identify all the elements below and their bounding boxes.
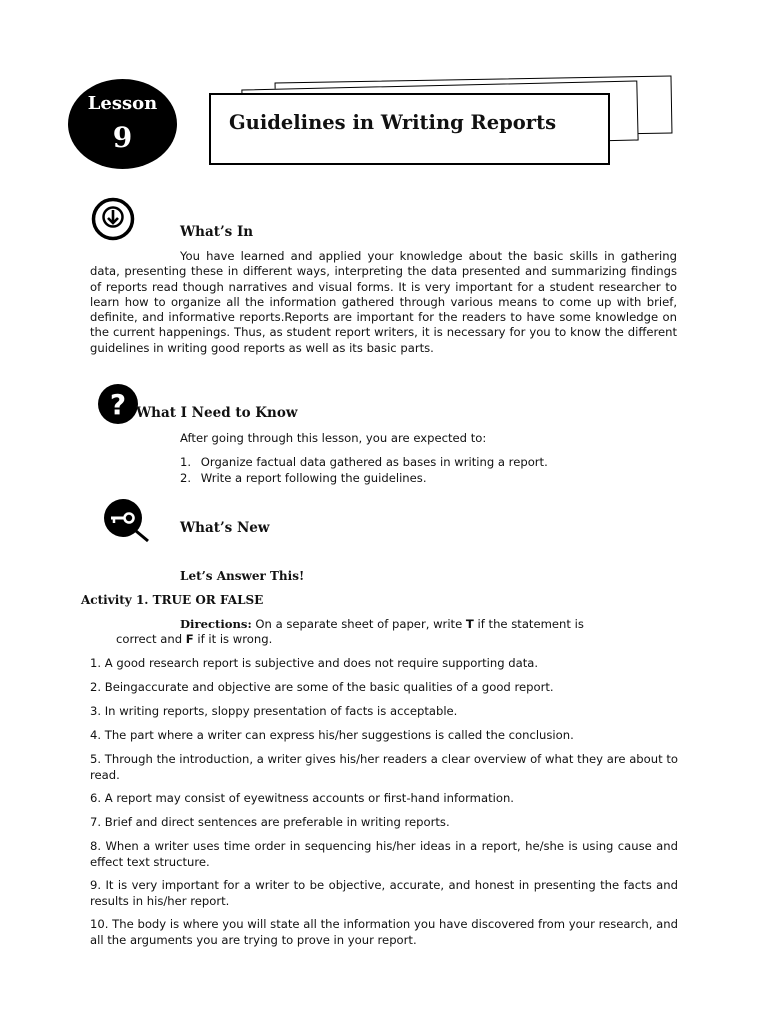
objective-number: 1. — [180, 455, 192, 469]
whats-new-subheading: Let’s Answer This! — [180, 569, 305, 583]
whats-in-paragraph: You have learned and applied your knowledge about the basic skills in gathering data, presenting these in different ways, interpreting the data presented and summarizing findings of reports read though narratives and visual forms. It is very important for a student researcher to learn how to organize all the information gathered through various means to come up with brief, definite, and informative reports.Reports are important for the readers to have some knowledge on the current happenings. Thus, as student report writers, it is necessary for you to know the different guidelines in writing good reports as well as its basic parts. — [90, 249, 677, 355]
activity-directions: Directions: On a separate sheet of paper, write T if the statement is — [180, 617, 584, 631]
question-item: 5. Through the introduction, a writer gives his/her readers a clear overview of what they are about to read. — [90, 752, 678, 782]
question-item: 10. The body is where you will state all the information you have discovered from your research, and all the arguments you are trying to prove in your report. — [90, 917, 678, 947]
need-to-know-heading: What I Need to Know — [136, 405, 298, 421]
objective-text: Organize factual data gathered as bases in writing a report. — [200, 455, 548, 469]
question-item: 6. A report may consist of eyewitness accounts or first-hand information. — [90, 791, 514, 805]
question-item: 7. Brief and direct sentences are preferable in writing reports. — [90, 815, 450, 829]
true-letter: T — [465, 617, 474, 631]
whats-in-heading: What’s In — [180, 224, 254, 240]
need-to-know-intro: After going through this lesson, you are expected to: — [180, 431, 487, 445]
question-mark-icon — [97, 383, 139, 425]
objective-number: 2. — [180, 471, 192, 485]
magnifier-key-icon — [100, 498, 156, 544]
lesson-label: Lesson — [87, 93, 158, 114]
objective-item — [180, 471, 427, 485]
whats-new-heading: What’s New — [180, 520, 270, 536]
activity-title: Activity 1. TRUE OR FALSE — [81, 593, 264, 607]
question-item: 9. It is very important for a writer to be objective, accurate, and honest in presenting the facts and results in his/her report. — [90, 878, 678, 908]
title-box — [209, 93, 610, 165]
question-item: 8. When a writer uses time order in sequencing his/her ideas in a report, he/she is using cause and effect text structure. — [90, 839, 678, 869]
page-title: Guidelines in Writing Reports — [229, 111, 557, 134]
lesson-badge — [68, 79, 177, 169]
question-item: 3. In writing reports, sloppy presentation of facts is acceptable. — [90, 704, 458, 718]
question-item: 4. The part where a writer can express his/her suggestions is called the conclusion. — [90, 728, 574, 742]
question-item: 1. A good research report is subjective and does not require supporting data. — [90, 656, 539, 670]
down-arrow-circle-icon — [91, 197, 135, 241]
directions-label: Directions: — [180, 617, 252, 631]
lesson-number: 9 — [112, 121, 133, 154]
svg-text:?: ? — [109, 388, 127, 421]
activity-directions-cont: correct and F if it is wrong. — [116, 632, 273, 646]
objective-text: Write a report following the guidelines. — [200, 471, 427, 485]
question-item: 2. Beingaccurate and objective are some of the basic qualities of a good report. — [90, 680, 554, 694]
objective-item — [180, 455, 548, 469]
false-letter: F — [185, 632, 194, 646]
